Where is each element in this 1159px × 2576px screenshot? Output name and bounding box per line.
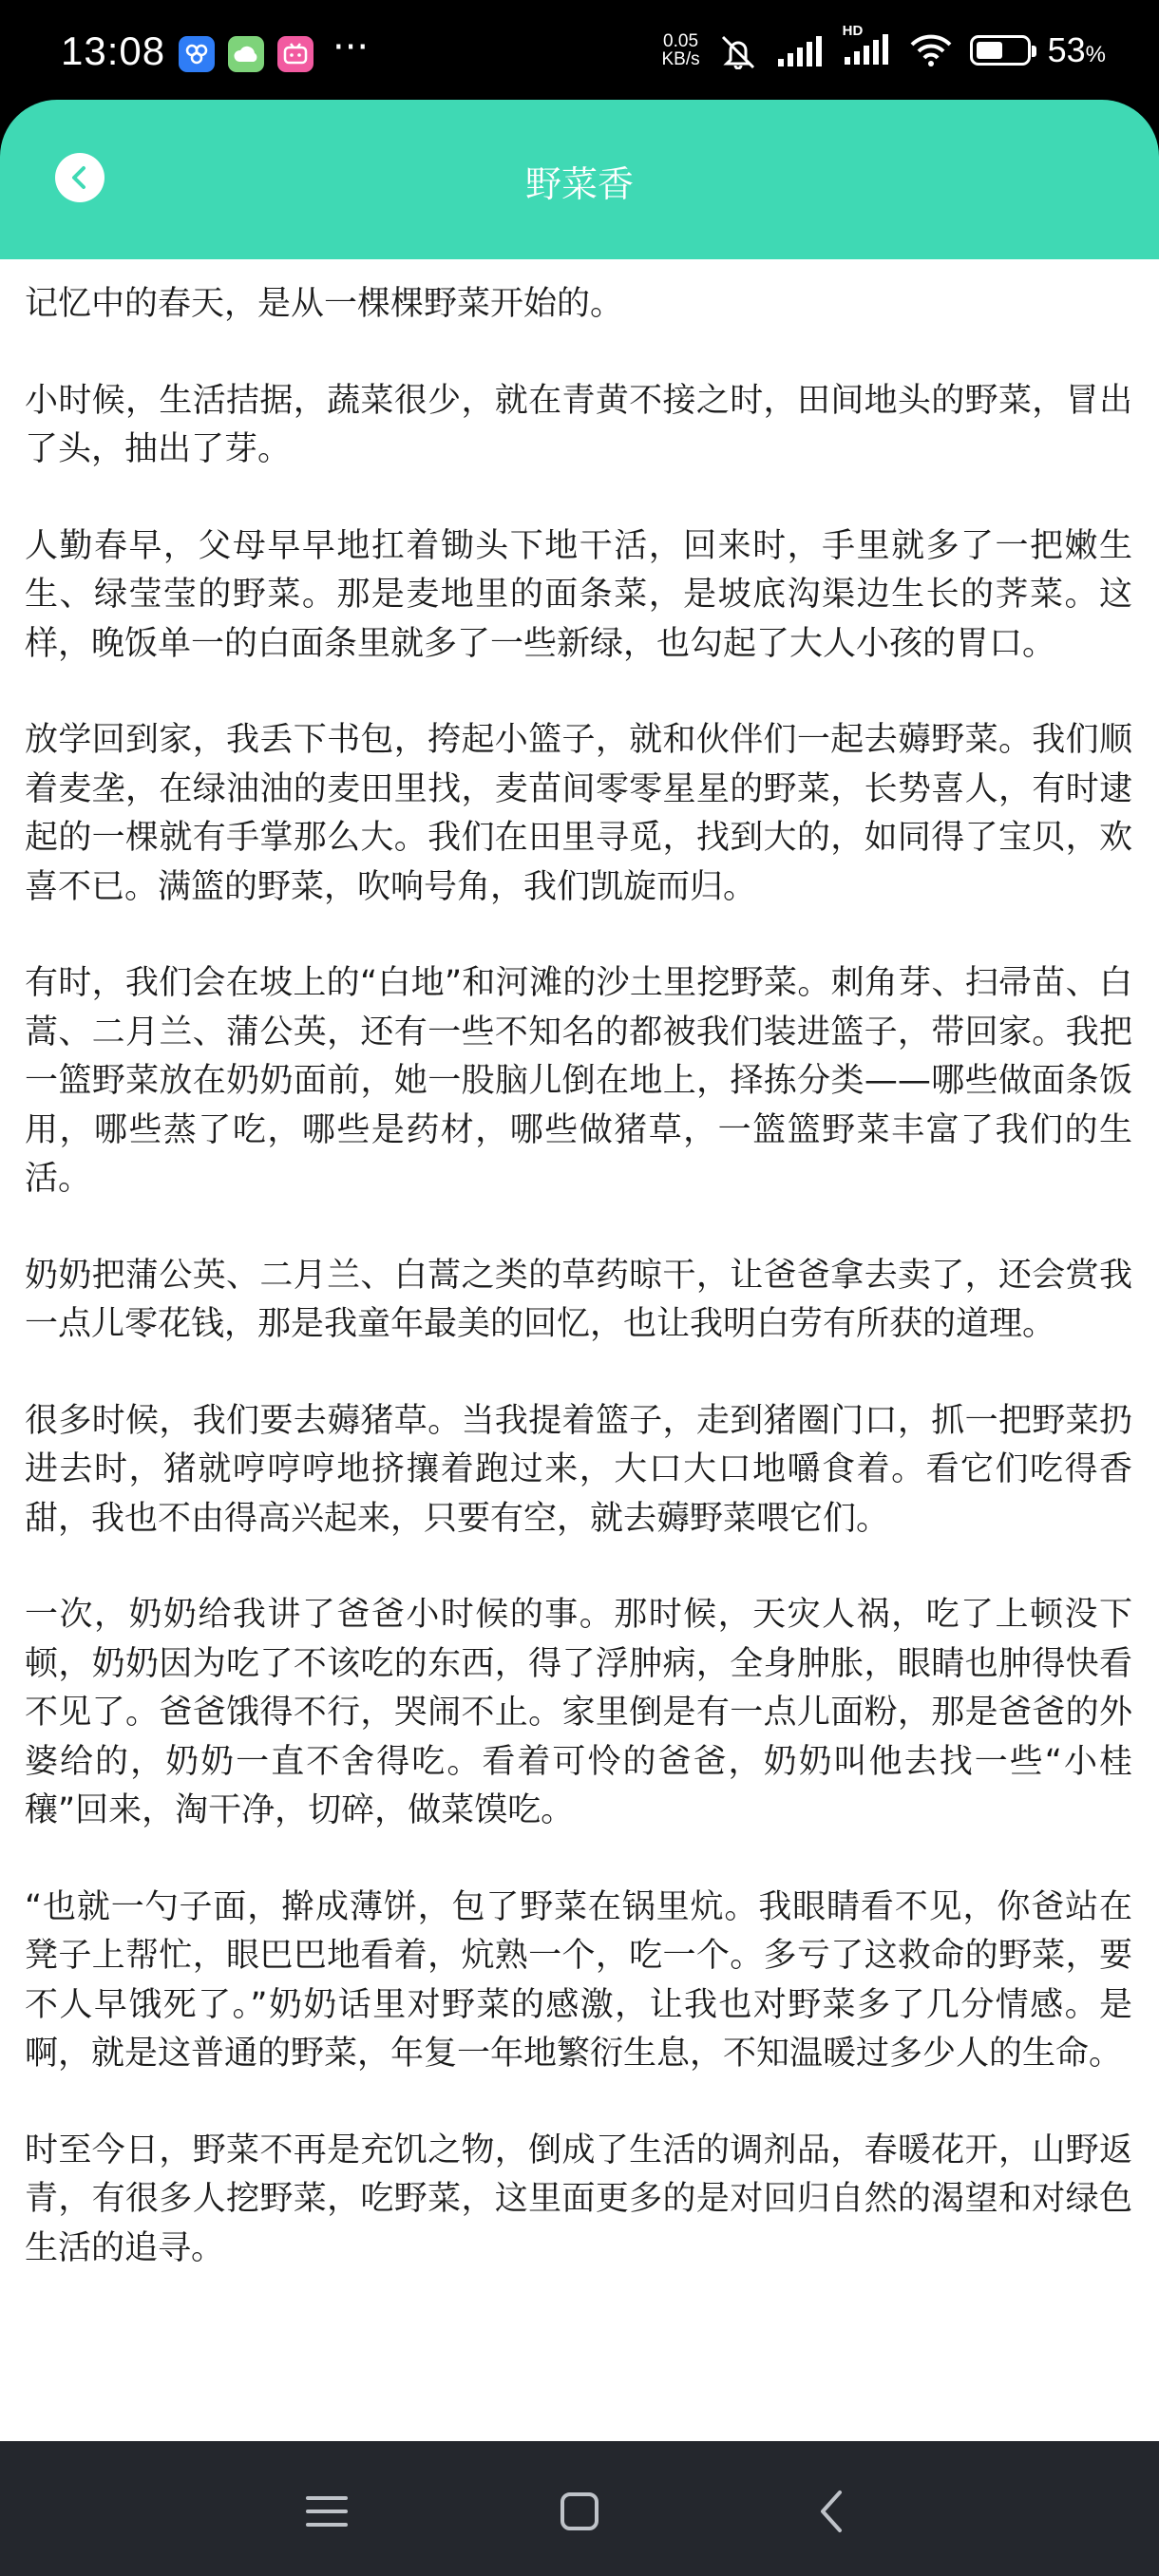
system-navigation-bar <box>0 2441 1159 2576</box>
signal-strength-icon <box>776 34 826 66</box>
notification-icons <box>179 36 314 72</box>
nav-back-button[interactable] <box>804 2483 861 2540</box>
back-icon <box>817 2489 847 2534</box>
page-title: 野菜香 <box>524 163 634 205</box>
status-time: 13:08 <box>61 28 166 73</box>
more-notifications-indicator: ··· <box>332 26 370 69</box>
battery-icon <box>970 35 1031 66</box>
status-bar <box>0 0 1159 100</box>
wifi-icon <box>909 33 953 67</box>
article-paragraph: 小时候，生活拮据，蔬菜很少，就在青黄不接之时，田间地头的野菜，冒出了头，抽出了芽。 <box>25 381 1132 468</box>
tv-app-icon <box>277 36 314 72</box>
article-paragraph: 记忆中的春天，是从一棵棵野菜开始的。 <box>25 285 624 323</box>
article-paragraph: 一次，奶奶给我讲了爸爸小时候的事。那时候，天灾人祸，吃了上顿没下顿，奶奶因为吃了不该吃的东西，得了浮肿病，全身肿胀，眼睛也肿得快看不见了。爸爸饿得不行，哭闹不止。家里倒是有一点儿面粉，那是爸爸的外婆给的，奶奶一直不舍得吃。看着可怜的爸爸，奶奶叫他去找一些“小桂穰”回来，淘干净，切碎，做菜馍吃。 <box>25 1596 1132 1829</box>
article-paragraph: “也就一勺子面，擀成薄饼，包了野菜在锅里炕。我眼睛看不见，你爸站在凳子上帮忙，眼巴巴地看着，炕熟一个，吃一个。多亏了这救命的野菜，要不人早饿死了。”奶奶话里对野菜的感激，让我也对野菜多了几分情感。是啊，就是这普通的野菜，年复一年地繁衍生息，不知温暖过多少人的生命。 <box>25 1887 1132 2073</box>
menu-button[interactable] <box>298 2483 355 2540</box>
battery-level-fill <box>977 42 1002 59</box>
menu-icon <box>305 2492 349 2530</box>
mute-icon <box>717 31 759 69</box>
article-paragraph: 奶奶把蒲公英、二月兰、白蒿之类的草药晾干，让爸爸拿去卖了，还会赏我一点儿零花钱，那是我童年最美的回忆，也让我明白劳有所获的道理。 <box>25 1256 1132 1343</box>
article-paragraph: 时至今日，野菜不再是充饥之物，倒成了生活的调剂品，春暖花开，山野返青，有很多人挖野菜，吃野菜，这里面更多的是对回归自然的渴望和对绿色生活的追寻。 <box>25 2131 1132 2267</box>
title-bar <box>0 100 1159 259</box>
hd-label: HD <box>842 23 864 39</box>
battery-percent <box>1048 30 1106 70</box>
network-speed-value: 0.05 <box>663 31 699 51</box>
network-speed-unit: KB/s <box>661 49 700 69</box>
cloud-app-icon <box>179 36 215 72</box>
battery-percent-value: 53 <box>1047 30 1086 69</box>
hd-signal-indicator <box>842 23 892 68</box>
home-button[interactable] <box>551 2483 608 2540</box>
article-paragraph: 有时，我们会在坡上的“白地”和河滩的沙土里挖野菜。刺角芽、扫帚苗、白蒿、二月兰、蒲公英，还有一些不知名的都被我们装进篮子，带回家。我把一篮野菜放在奶奶面前，她一股脑儿倒在地上，择拣分类——哪些做面条饭用，哪些蒸了吃，哪些是药材，哪些做猪草，一篮篮野菜丰富了我们的生活。 <box>25 964 1132 1198</box>
article-paragraph: 很多时候，我们要去薅猪草。当我提着篮子，走到猪圈门口，抓一把野菜扔进去时，猪就哼哼哼地挤攘着跑过来，大口大口地嚼食着。看它们吃得香甜，我也不由得高兴起来，只要有空，就去薅野菜喂它们。 <box>25 1401 1132 1538</box>
battery-percent-sign: % <box>1085 42 1106 67</box>
article-paragraph: 放学回到家，我丢下书包，挎起小篮子，就和伙伴们一起去薅野菜。我们顺着麦垄，在绿油油的麦田里找，麦苗间零零星星的野菜，长势喜人，有时逮起的一棵就有手掌那么大。我们在田里寻觅，找到大的，如同得了宝贝，欢喜不已。满篮的野菜，吹响号角，我们凯旋而归。 <box>25 721 1132 906</box>
system-indicators <box>661 23 1106 70</box>
article-body[interactable] <box>0 259 1159 2441</box>
weather-app-icon <box>228 36 264 72</box>
article-paragraph: 人勤春早，父母早早地扛着锄头下地干活，回来时，手里就多了一把嫩生生、绿莹莹的野菜。那是麦地里的面条菜，是坡底沟渠边生长的荠菜。这样，晚饭单一的白面条里就多了一些新绿，也勾起了大人小孩的胃口。 <box>25 526 1132 663</box>
home-icon <box>559 2491 600 2532</box>
network-speed <box>661 32 699 68</box>
